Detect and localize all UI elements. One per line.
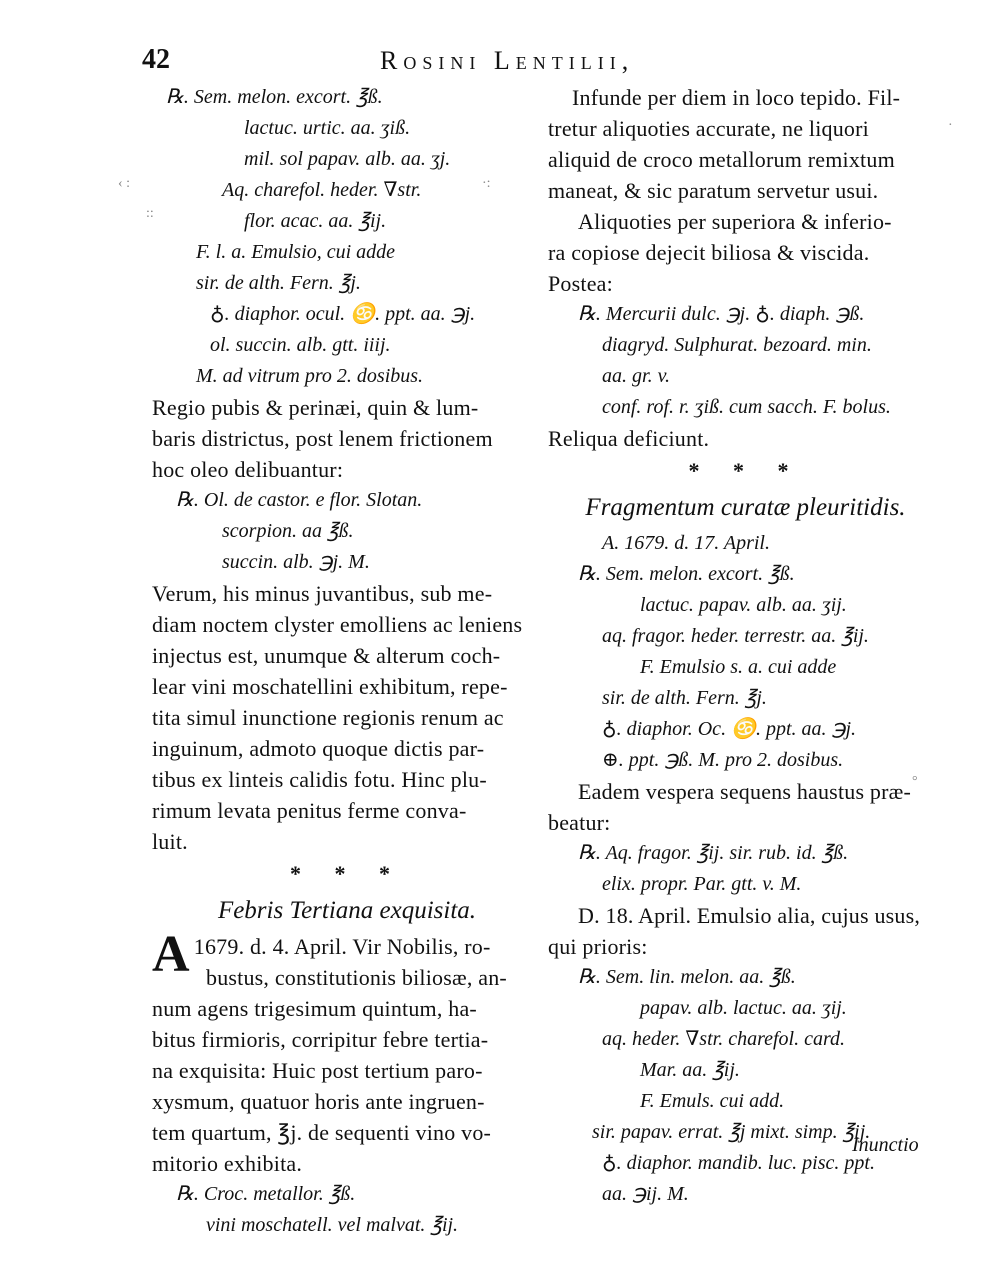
prescription-line: succin. alb. ℈j. M. [222, 551, 370, 573]
text-line: mitorio exhibita. [152, 1151, 303, 1176]
prescription-line: ℞. Sem. lin. melon. aa. ℥ß. [578, 966, 796, 988]
prescription-line: aq. heder. ∇str. charefol. card. [602, 1028, 846, 1050]
catchword: Inunctio [852, 1134, 919, 1156]
text-line: injectus est, unumque & alterum coch- [152, 643, 501, 668]
text-line: Infunde per diem in loco tepido. Fil- [572, 85, 901, 110]
text-line: D. 18. April. Emulsio alia, cujus usus, [578, 903, 921, 928]
text-line: maneat, & sic paratum servetur usui. [548, 178, 879, 203]
section-asterism: * * * [688, 458, 803, 483]
margin-mark: ‹ : [118, 176, 131, 191]
prescription-line: M. ad vitrum pro 2. dosibus. [196, 365, 424, 387]
text-line: Regio pubis & perinæi, quin & lum- [152, 395, 479, 420]
text-line: lear vini moschatellini exhibitum, repe- [152, 674, 508, 699]
text-line: bustus, constitutionis biliosæ, an- [206, 965, 507, 990]
prescription-line: F. l. a. Emulsio, cui adde [196, 241, 396, 263]
text-line: Reliqua deficiunt. [548, 426, 710, 451]
prescription-line: lactuc. papav. alb. aa. ʒij. [640, 594, 847, 616]
prescription-line: diagryd. Sulphurat. bezoard. min. [602, 334, 872, 356]
text-line: tita simul inunctione regionis renum ac [152, 705, 504, 730]
prescription-line: ol. succin. alb. gtt. iiij. [210, 334, 391, 356]
prescription-line: A. 1679. d. 17. April. [602, 532, 770, 554]
prescription-line: sir. papav. errat. ℥j mixt. simp. ℥ij. [592, 1121, 871, 1143]
text-line: beatur: [548, 810, 611, 835]
prescription-line: papav. alb. lactuc. aa. ʒij. [640, 997, 847, 1019]
text-line: Postea: [548, 271, 613, 296]
prescription-line: conf. rof. r. ʒiß. cum sacch. F. bolus. [602, 396, 891, 418]
prescription-line: ℞. Sem. melon. excort. ℥ß. [578, 563, 795, 585]
text-line: luit. [152, 829, 188, 854]
text-line: tretur aliquoties accurate, ne liquori [548, 116, 869, 141]
text-line: na exquisita: Huic post tertium paro- [152, 1058, 483, 1083]
prescription-line: Aq. charefol. heder. ∇str. [222, 179, 422, 201]
section-asterism: * * * [290, 861, 404, 886]
text-line: baris districtus, post lenem frictionem [152, 426, 493, 451]
text-line: Eadem vespera sequens haustus præ- [578, 779, 912, 804]
prescription-line: sir. de alth. Fern. ℥j. [602, 687, 767, 709]
page-number: 42 [142, 44, 170, 75]
prescription-line: Mar. aa. ℥ij. [640, 1059, 740, 1081]
prescription-line: flor. acac. aa. ℥ij. [244, 210, 387, 232]
prescription-line: aa. ℈ij. M. [602, 1183, 689, 1205]
drop-cap: A [152, 926, 190, 983]
text-line: tibus ex linteis calidis fotu. Hinc plu- [152, 767, 487, 792]
margin-mark: · [948, 118, 953, 133]
prescription-line: scorpion. aa ℥ß. [222, 520, 354, 542]
margin-mark: ° [912, 774, 918, 789]
text-line: ra copiose dejecit biliosa & viscida. [548, 240, 870, 265]
text-line: Aliquoties per superiora & inferio- [578, 209, 892, 234]
prescription-line: ♁. diaphor. ocul. ♋. ppt. aa. ℈j. [210, 303, 476, 325]
section-heading: Febris Tertiana exquisita. [217, 897, 477, 924]
text-line: Verum, his minus juvantibus, sub me- [152, 581, 493, 606]
text-line: num agens trigesimum quintum, ha- [152, 996, 477, 1021]
text-line: xysmum, quatuor horis ante ingruen- [152, 1089, 485, 1114]
prescription-line: F. Emulsio s. a. cui adde [640, 656, 837, 678]
right-column [548, 82, 943, 1210]
text-line: inguinum, admoto quoque dictis par- [152, 736, 485, 761]
prescription-line: ♁. diaphor. mandib. luc. pisc. ppt. [602, 1152, 875, 1174]
running-title: Rosini Lentilii, [380, 46, 635, 75]
prescription-line: ℞. Croc. metallor. ℥ß. [176, 1183, 356, 1205]
prescription-line: mil. sol papav. alb. aa. ʒj. [244, 148, 451, 170]
prescription-line: ℞. Aq. fragor. ℥ij. sir. rub. id. ℥ß. [578, 842, 849, 864]
text-line: tem quartum, ℥j. de sequenti vino vo- [152, 1120, 492, 1145]
text-line: qui prioris: [548, 934, 648, 959]
text-line-rest: 1679. d. 4. April. Vir Nobilis, ro- [193, 934, 491, 959]
text-line: hoc oleo delibuantur: [152, 457, 344, 482]
left-column [152, 82, 542, 1241]
page-header [0, 44, 1000, 84]
prescription-line: aq. fragor. heder. terrestr. aa. ℥ij. [602, 625, 869, 647]
margin-mark: :: [146, 206, 154, 221]
prescription-line: lactuc. urtic. aa. ʒiß. [244, 117, 411, 139]
prescription-line: ⊕. ppt. ℈ß. M. pro 2. dosibus. [602, 749, 844, 771]
text-line: rimum levata penitus ferme conva- [152, 798, 467, 823]
prescription-line: elix. propr. Par. gtt. v. M. [602, 873, 802, 895]
prescription-line: vini moschatell. vel malvat. ℥ij. [206, 1214, 459, 1236]
section-heading: Fragmentum curatæ pleuritidis. [585, 494, 906, 521]
prescription-line: ♁. diaphor. Oc. ♋. ppt. aa. ℈j. [602, 718, 857, 740]
text-line: bitus firmioris, corripitur febre tertia- [152, 1027, 489, 1052]
prescription-line: ℞. Sem. melon. excort. ℥ß. [166, 86, 383, 108]
text-line: aliquid de croco metallorum remixtum [548, 147, 895, 172]
prescription-line: sir. de alth. Fern. ℥j. [196, 272, 361, 294]
prescription-line: aa. gr. v. [602, 365, 670, 387]
prescription-line: F. Emuls. cui add. [640, 1090, 785, 1112]
prescription-line: ℞. Mercurii dulc. ℈j. ♁. diaph. ℈ß. [578, 303, 865, 325]
prescription-line: ℞. Ol. de castor. e flor. Slotan. [176, 489, 423, 511]
text-line: diam noctem clyster emolliens ac leniens [152, 612, 523, 637]
margin-mark: ·: [482, 176, 491, 191]
